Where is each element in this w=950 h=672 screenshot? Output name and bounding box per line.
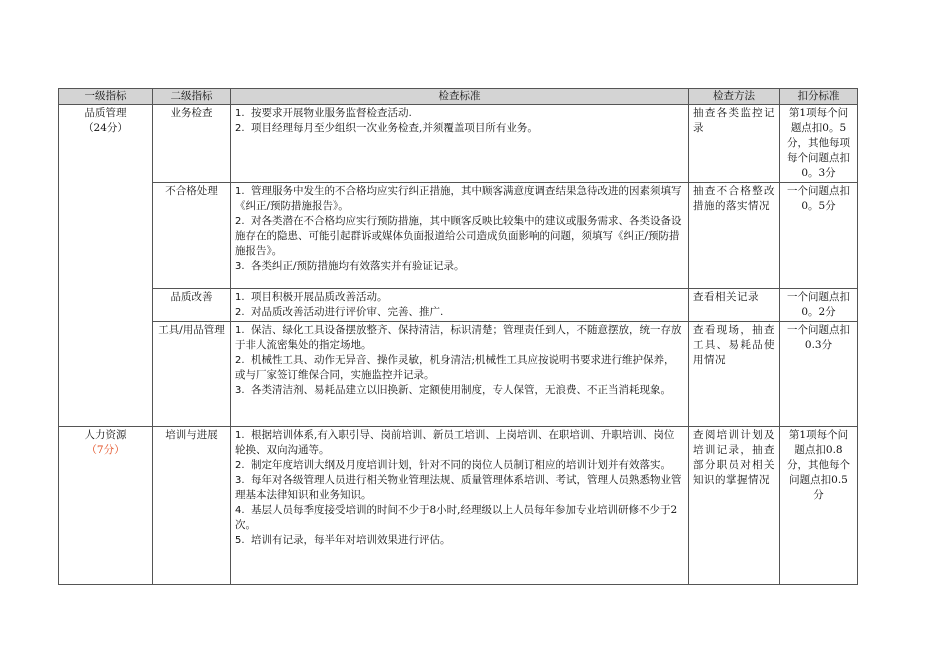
deduction-cell: 第1项每个问题点扣0。5分，其他每项每个问题点扣0。3分 xyxy=(780,105,858,183)
criteria-cell xyxy=(231,289,689,322)
table-row xyxy=(59,427,858,585)
deduction-cell: 一个问题点扣0。5分 xyxy=(780,183,858,289)
criteria-item: 1. 项目积极开展品质改善活动。 xyxy=(235,291,388,303)
criteria-cell xyxy=(231,183,689,289)
header-deduction: 扣分标准 xyxy=(780,89,858,105)
group-name: 人力资源 xyxy=(84,429,127,441)
deduction-cell: 第1项每个问题点扣0.8分，其他每个问题点扣0.5分 xyxy=(780,427,858,585)
criteria-item: 1. 保洁、绿化工具设备摆放整齐、保持清洁，标识清楚；管理责任到人，不随意摆放，统一存放于非人流密集处的指定场地。 xyxy=(235,324,682,351)
header-level1: 一级指标 xyxy=(59,89,153,105)
method-cell: 查看相关记录 xyxy=(689,289,780,322)
sub-indicator: 业务检查 xyxy=(153,105,231,183)
group-points: （7分） xyxy=(86,444,125,456)
method-cell: 抽查不合格整改措施的落实情况 xyxy=(689,183,780,289)
criteria-item: 2. 项目经理每月至少组织一次业务检查,并须覆盖项目所有业务。 xyxy=(235,122,538,134)
criteria-item: 1. 根据培训体系,有入职引导、岗前培训、新员工培训、上岗培训、在职培训、升职培训、岗位轮换、双向沟通等。 xyxy=(235,429,675,456)
criteria-item: 4. 基层人员每季度接受培训的时间不少于8小时,经理级以上人员每年参加专业培训研修不少于2次。 xyxy=(235,504,678,531)
criteria-item: 3. 各类纠正/预防措施均有效落实并有验证记录。 xyxy=(235,260,465,272)
sub-indicator: 工具/用品管理 xyxy=(153,322,231,427)
criteria-item: 3. 每年对各级管理人员进行相关物业管理法规、质量管理体系培训、考试，管理人员熟悉物业管理基本法律知识和业务知识。 xyxy=(235,474,682,501)
header-row xyxy=(59,89,858,105)
header-level2: 二级指标 xyxy=(153,89,231,105)
group-name: 品质管理 xyxy=(84,107,127,119)
inspection-standards-table xyxy=(58,88,858,585)
group-cell-hr xyxy=(59,427,153,585)
deduction-cell: 一个问题点扣0。2分 xyxy=(780,289,858,322)
criteria-cell xyxy=(231,322,689,427)
criteria-item: 1. 管理服务中发生的不合格均应实行纠正措施，其中顾客满意度调查结果急待改进的因素须填写《纠正/预防措施报告》。 xyxy=(235,185,682,212)
criteria-item: 1. 按要求开展物业服务监督检查活动. xyxy=(235,107,412,119)
group-points: （24分） xyxy=(83,122,128,134)
table-row xyxy=(59,322,858,427)
deduction-cell: 一个问题点扣0.3分 xyxy=(780,322,858,427)
criteria-cell xyxy=(231,105,689,183)
sub-indicator: 培训与进展 xyxy=(153,427,231,585)
method-cell: 查阅培训计划及培训记录，抽查部分职员对相关知识的掌握情况 xyxy=(689,427,780,585)
table-row xyxy=(59,105,858,183)
method-cell: 查看现场，抽查工具、易耗品使用情况 xyxy=(689,322,780,427)
table-row xyxy=(59,183,858,289)
header-method: 检查方法 xyxy=(689,89,780,105)
group-cell-quality xyxy=(59,105,153,427)
header-criteria: 检查标准 xyxy=(231,89,689,105)
criteria-item: 2. 对品质改善活动进行评价审、完善、推广. xyxy=(235,306,444,318)
table-row xyxy=(59,289,858,322)
criteria-item: 2. 机械性工具、动作无异音、操作灵敏，机身清洁;机械性工具应按说明书要求进行维护保养，或与厂家签订维保合同，实施监控并记录。 xyxy=(235,354,675,381)
criteria-item: 2. 对各类潜在不合格均应实行预防措施，其中顾客反映比较集中的建议或服务需求、各类设备设施存在的隐患、可能引起群诉或媒体负面报道给公司造成负面影响的问题，须填写《纠正/预防措施报告》。 xyxy=(235,215,682,257)
sub-indicator: 不合格处理 xyxy=(153,183,231,289)
criteria-item: 3. 各类清洁剂、易耗品建立以旧换新、定额使用制度，专人保管，无浪费、不正当消耗现象。 xyxy=(235,384,671,396)
criteria-cell xyxy=(231,427,689,585)
criteria-item: 5. 培训有记录，每半年对培训效果进行评估。 xyxy=(235,534,451,546)
criteria-item: 2. 制定年度培训大纲及月度培训计划，针对不同的岗位人员制订相应的培训计划并有效落实。 xyxy=(235,459,671,471)
sub-indicator: 品质改善 xyxy=(153,289,231,322)
method-cell: 抽查各类监控记录 xyxy=(689,105,780,183)
